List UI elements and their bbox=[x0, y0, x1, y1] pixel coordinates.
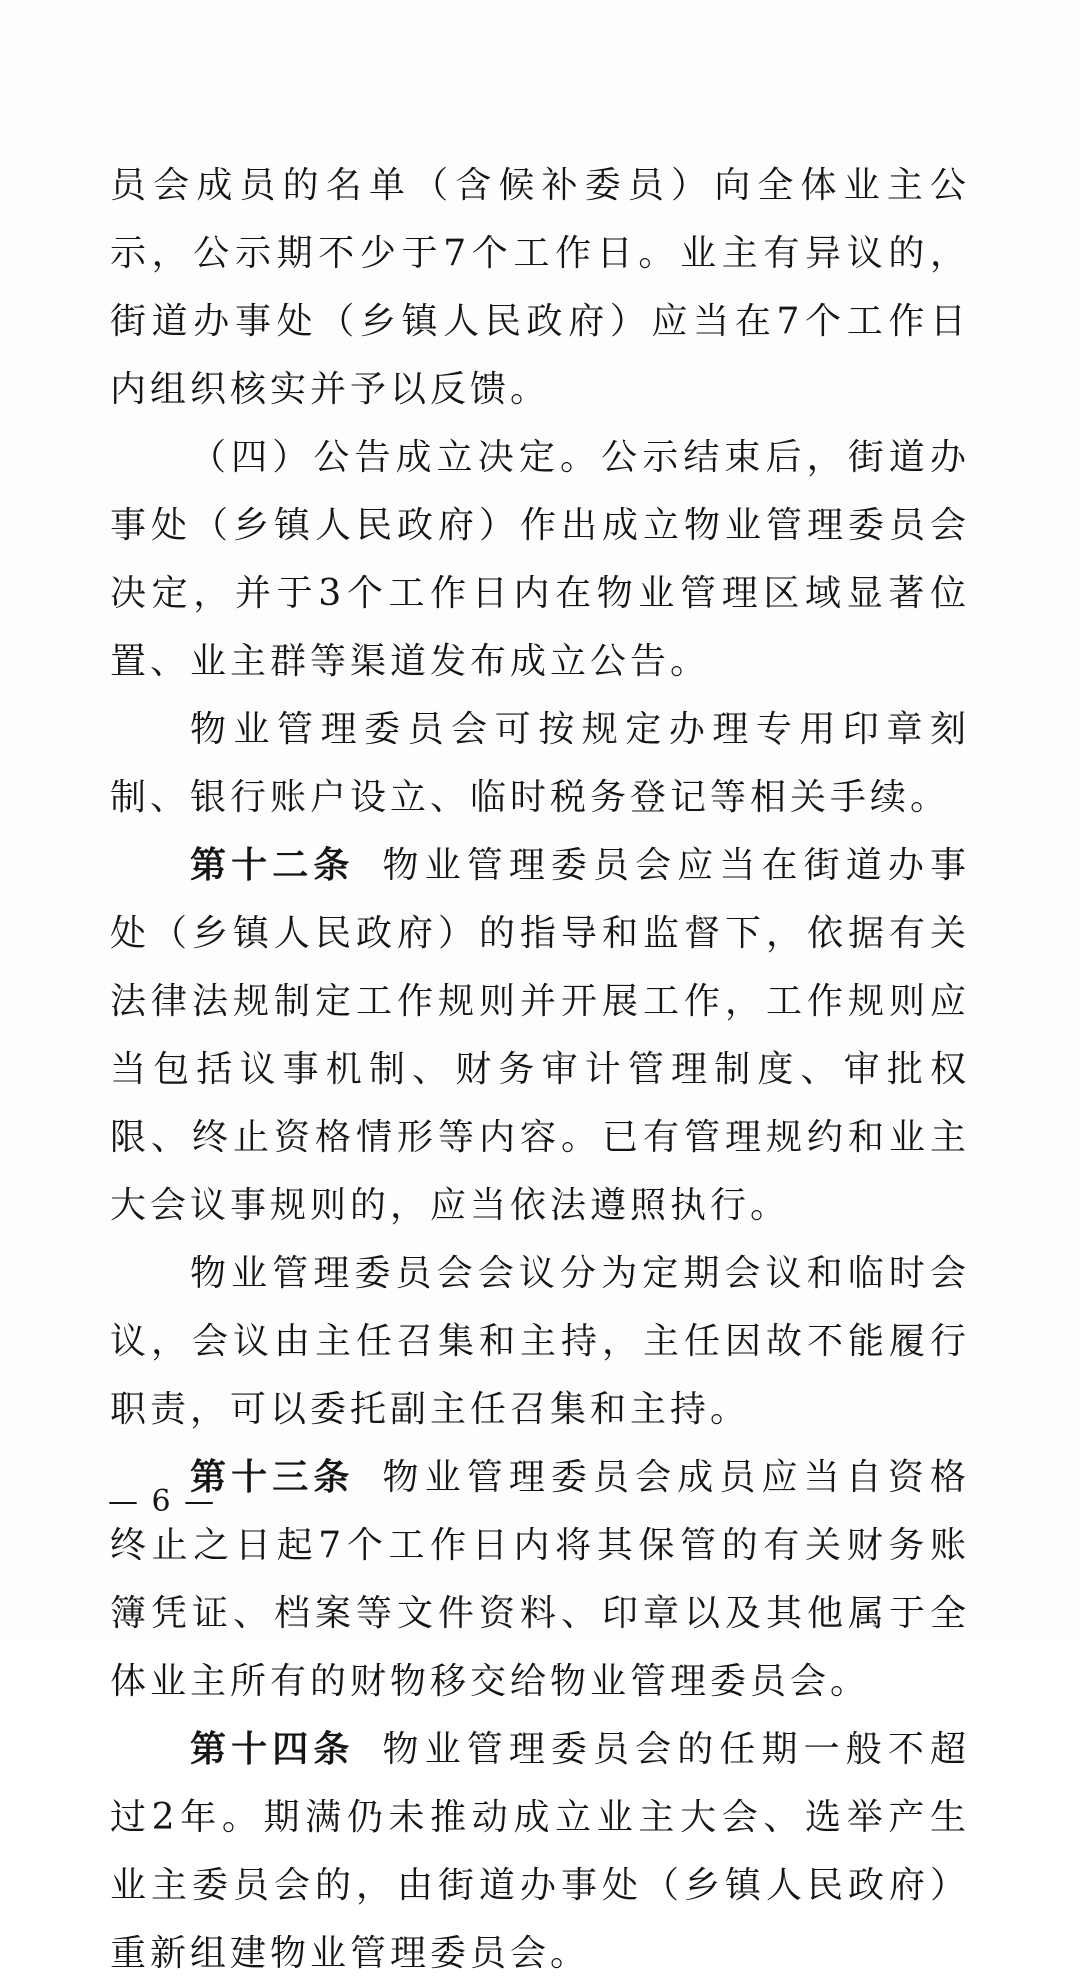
article-text: 物业管理委员会成员应当自资格终止之日起7个工作日内将其保管的有关财务账簿凭证、档案等文件资料、印章以及其他属于全体业主所有的财物移交给物业管理委员会。 bbox=[110, 1457, 970, 1702]
article-14 bbox=[110, 1716, 970, 1988]
paragraph-text: 物业管理委员会会议分为定期会议和临时会议，会议由主任召集和主持，主任因故不能履行职责，可以委托副主任召集和主持。 bbox=[110, 1253, 970, 1430]
paragraph-procedures bbox=[110, 696, 970, 832]
article-13 bbox=[110, 1444, 970, 1716]
page-number: — 6 — bbox=[108, 1484, 217, 1519]
article-12 bbox=[110, 832, 970, 1240]
article-heading: 第十三条 bbox=[190, 1457, 355, 1498]
paragraph-text: 物业管理委员会可按规定办理专用印章刻制、银行账户设立、临时税务登记等相关手续。 bbox=[110, 709, 970, 818]
article-text: 物业管理委员会的任期一般不超过2年。期满仍未推动成立业主大会、选举产生业主委员会的，由街道办事处（乡镇人民政府）重新组建物业管理委员会。 bbox=[110, 1729, 970, 1974]
article-heading: 第十四条 bbox=[190, 1729, 355, 1770]
article-text: 物业管理委员会应当在街道办事处（乡镇人民政府）的指导和监督下，依据有关法律法规制定工作规则并开展工作，工作规则应当包括议事机制、财务审计管理制度、审批权限、终止资格情形等内容。已有管理规约和业主大会议事规则的，应当依法遵照执行。 bbox=[110, 845, 970, 1226]
document-body bbox=[110, 152, 970, 1988]
paragraph-meetings bbox=[110, 1240, 970, 1444]
paragraph-continued-list bbox=[110, 152, 970, 424]
article-heading: 第十二条 bbox=[190, 845, 355, 886]
paragraph-text: （四）公告成立决定。公示结束后，街道办事处（乡镇人民政府）作出成立物业管理委员会决定，并于3个工作日内在物业管理区域显著位置、业主群等渠道发布成立公告。 bbox=[110, 437, 970, 682]
paragraph-announcement bbox=[110, 424, 970, 696]
paragraph-text: 员会成员的名单（含候补委员）向全体业主公示，公示期不少于7个工作日。业主有异议的，街道办事处（乡镇人民政府）应当在7个工作日内组织核实并予以反馈。 bbox=[110, 165, 970, 410]
